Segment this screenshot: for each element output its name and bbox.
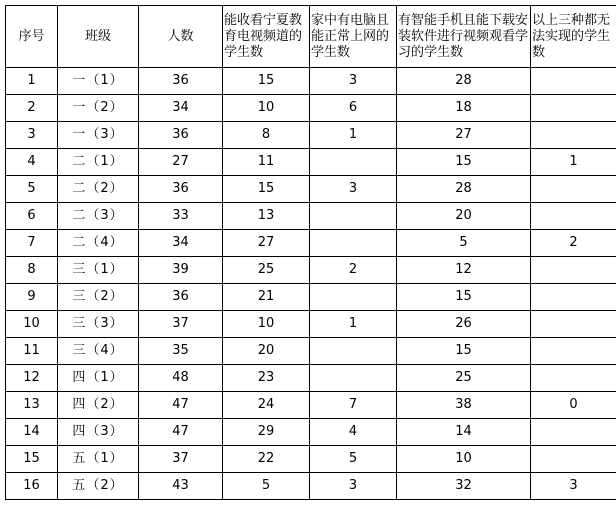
cell-class: 四（2） [58, 392, 139, 419]
table-row [6, 284, 616, 311]
cell-tv: 21 [223, 284, 310, 311]
header-row [6, 6, 616, 68]
cell-tv: 27 [223, 230, 310, 257]
cell-index: 2 [6, 95, 58, 122]
table-body [6, 68, 616, 500]
cell-computer: 4 [310, 419, 397, 446]
table-row [6, 392, 616, 419]
cell-count: 36 [139, 284, 223, 311]
cell-count: 33 [139, 203, 223, 230]
header-count: 人数 [139, 6, 223, 68]
cell-smartphone: 15 [397, 284, 531, 311]
header-none: 以上三种都无法实现的学生数 [531, 6, 616, 68]
cell-smartphone: 38 [397, 392, 531, 419]
cell-class: 三（2） [58, 284, 139, 311]
cell-count: 36 [139, 122, 223, 149]
cell-tv: 10 [223, 95, 310, 122]
table-row [6, 122, 616, 149]
cell-class: 四（1） [58, 365, 139, 392]
cell-smartphone: 15 [397, 338, 531, 365]
cell-class: 五（1） [58, 446, 139, 473]
cell-tv: 22 [223, 446, 310, 473]
cell-class: 一（1） [58, 68, 139, 95]
cell-smartphone: 12 [397, 257, 531, 284]
cell-count: 47 [139, 419, 223, 446]
cell-smartphone: 27 [397, 122, 531, 149]
cell-class: 二（2） [58, 176, 139, 203]
cell-none: 1 [531, 149, 616, 176]
table-row [6, 149, 616, 176]
cell-computer [310, 230, 397, 257]
cell-none [531, 311, 616, 338]
cell-smartphone: 10 [397, 446, 531, 473]
cell-none: 2 [531, 230, 616, 257]
cell-none [531, 203, 616, 230]
cell-smartphone: 15 [397, 149, 531, 176]
cell-count: 37 [139, 446, 223, 473]
header-tv-channel: 能收看宁夏教育电视频道的学生数 [223, 6, 310, 68]
cell-smartphone: 28 [397, 68, 531, 95]
table-row [6, 473, 616, 500]
cell-smartphone: 28 [397, 176, 531, 203]
cell-count: 36 [139, 68, 223, 95]
cell-none [531, 257, 616, 284]
cell-tv: 5 [223, 473, 310, 500]
cell-index: 10 [6, 311, 58, 338]
cell-class: 二（1） [58, 149, 139, 176]
cell-count: 34 [139, 95, 223, 122]
cell-none [531, 95, 616, 122]
cell-index: 5 [6, 176, 58, 203]
cell-tv: 25 [223, 257, 310, 284]
cell-index: 1 [6, 68, 58, 95]
cell-none [531, 122, 616, 149]
cell-none [531, 284, 616, 311]
cell-index: 6 [6, 203, 58, 230]
cell-computer: 1 [310, 311, 397, 338]
cell-tv: 29 [223, 419, 310, 446]
cell-tv: 10 [223, 311, 310, 338]
cell-count: 27 [139, 149, 223, 176]
cell-count: 43 [139, 473, 223, 500]
cell-count: 35 [139, 338, 223, 365]
cell-index: 8 [6, 257, 58, 284]
cell-computer: 1 [310, 122, 397, 149]
cell-computer [310, 338, 397, 365]
table-row [6, 419, 616, 446]
cell-computer: 3 [310, 176, 397, 203]
cell-computer: 3 [310, 473, 397, 500]
cell-none [531, 338, 616, 365]
table-row [6, 365, 616, 392]
cell-class: 二（4） [58, 230, 139, 257]
cell-count: 39 [139, 257, 223, 284]
cell-tv: 13 [223, 203, 310, 230]
cell-index: 13 [6, 392, 58, 419]
table-row [6, 230, 616, 257]
cell-index: 16 [6, 473, 58, 500]
cell-smartphone: 18 [397, 95, 531, 122]
cell-smartphone: 14 [397, 419, 531, 446]
cell-none [531, 68, 616, 95]
table-row [6, 176, 616, 203]
header-index: 序号 [6, 6, 58, 68]
cell-smartphone: 32 [397, 473, 531, 500]
cell-computer [310, 365, 397, 392]
cell-computer: 6 [310, 95, 397, 122]
cell-class: 三（4） [58, 338, 139, 365]
cell-class: 三（1） [58, 257, 139, 284]
cell-computer [310, 149, 397, 176]
cell-tv: 8 [223, 122, 310, 149]
cell-none: 3 [531, 473, 616, 500]
cell-computer: 3 [310, 68, 397, 95]
cell-class: 五（2） [58, 473, 139, 500]
cell-count: 48 [139, 365, 223, 392]
cell-computer [310, 203, 397, 230]
cell-count: 36 [139, 176, 223, 203]
student-access-table [5, 5, 616, 500]
table-row [6, 338, 616, 365]
cell-index: 14 [6, 419, 58, 446]
cell-none [531, 176, 616, 203]
cell-tv: 11 [223, 149, 310, 176]
cell-tv: 20 [223, 338, 310, 365]
cell-tv: 15 [223, 176, 310, 203]
table-row [6, 257, 616, 284]
cell-none [531, 419, 616, 446]
cell-class: 三（3） [58, 311, 139, 338]
cell-index: 4 [6, 149, 58, 176]
cell-computer: 5 [310, 446, 397, 473]
cell-index: 7 [6, 230, 58, 257]
cell-index: 3 [6, 122, 58, 149]
header-class: 班级 [58, 6, 139, 68]
cell-smartphone: 25 [397, 365, 531, 392]
cell-tv: 24 [223, 392, 310, 419]
cell-index: 15 [6, 446, 58, 473]
cell-count: 34 [139, 230, 223, 257]
cell-index: 11 [6, 338, 58, 365]
cell-tv: 15 [223, 68, 310, 95]
header-computer-internet: 家中有电脑且能正常上网的学生数 [310, 6, 397, 68]
cell-smartphone: 20 [397, 203, 531, 230]
cell-none [531, 365, 616, 392]
cell-index: 12 [6, 365, 58, 392]
cell-tv: 23 [223, 365, 310, 392]
table-row [6, 203, 616, 230]
table-row [6, 95, 616, 122]
header-smartphone: 有智能手机且能下载安装软件进行视频观看学习的学生数 [397, 6, 531, 68]
cell-none [531, 446, 616, 473]
table-row [6, 446, 616, 473]
cell-class: 一（2） [58, 95, 139, 122]
cell-count: 37 [139, 311, 223, 338]
cell-none: 0 [531, 392, 616, 419]
cell-smartphone: 26 [397, 311, 531, 338]
cell-index: 9 [6, 284, 58, 311]
cell-count: 47 [139, 392, 223, 419]
cell-computer: 7 [310, 392, 397, 419]
cell-computer: 2 [310, 257, 397, 284]
cell-class: 四（3） [58, 419, 139, 446]
cell-class: 一（3） [58, 122, 139, 149]
table-row [6, 68, 616, 95]
cell-computer [310, 284, 397, 311]
table-row [6, 311, 616, 338]
cell-class: 二（3） [58, 203, 139, 230]
cell-smartphone: 5 [397, 230, 531, 257]
